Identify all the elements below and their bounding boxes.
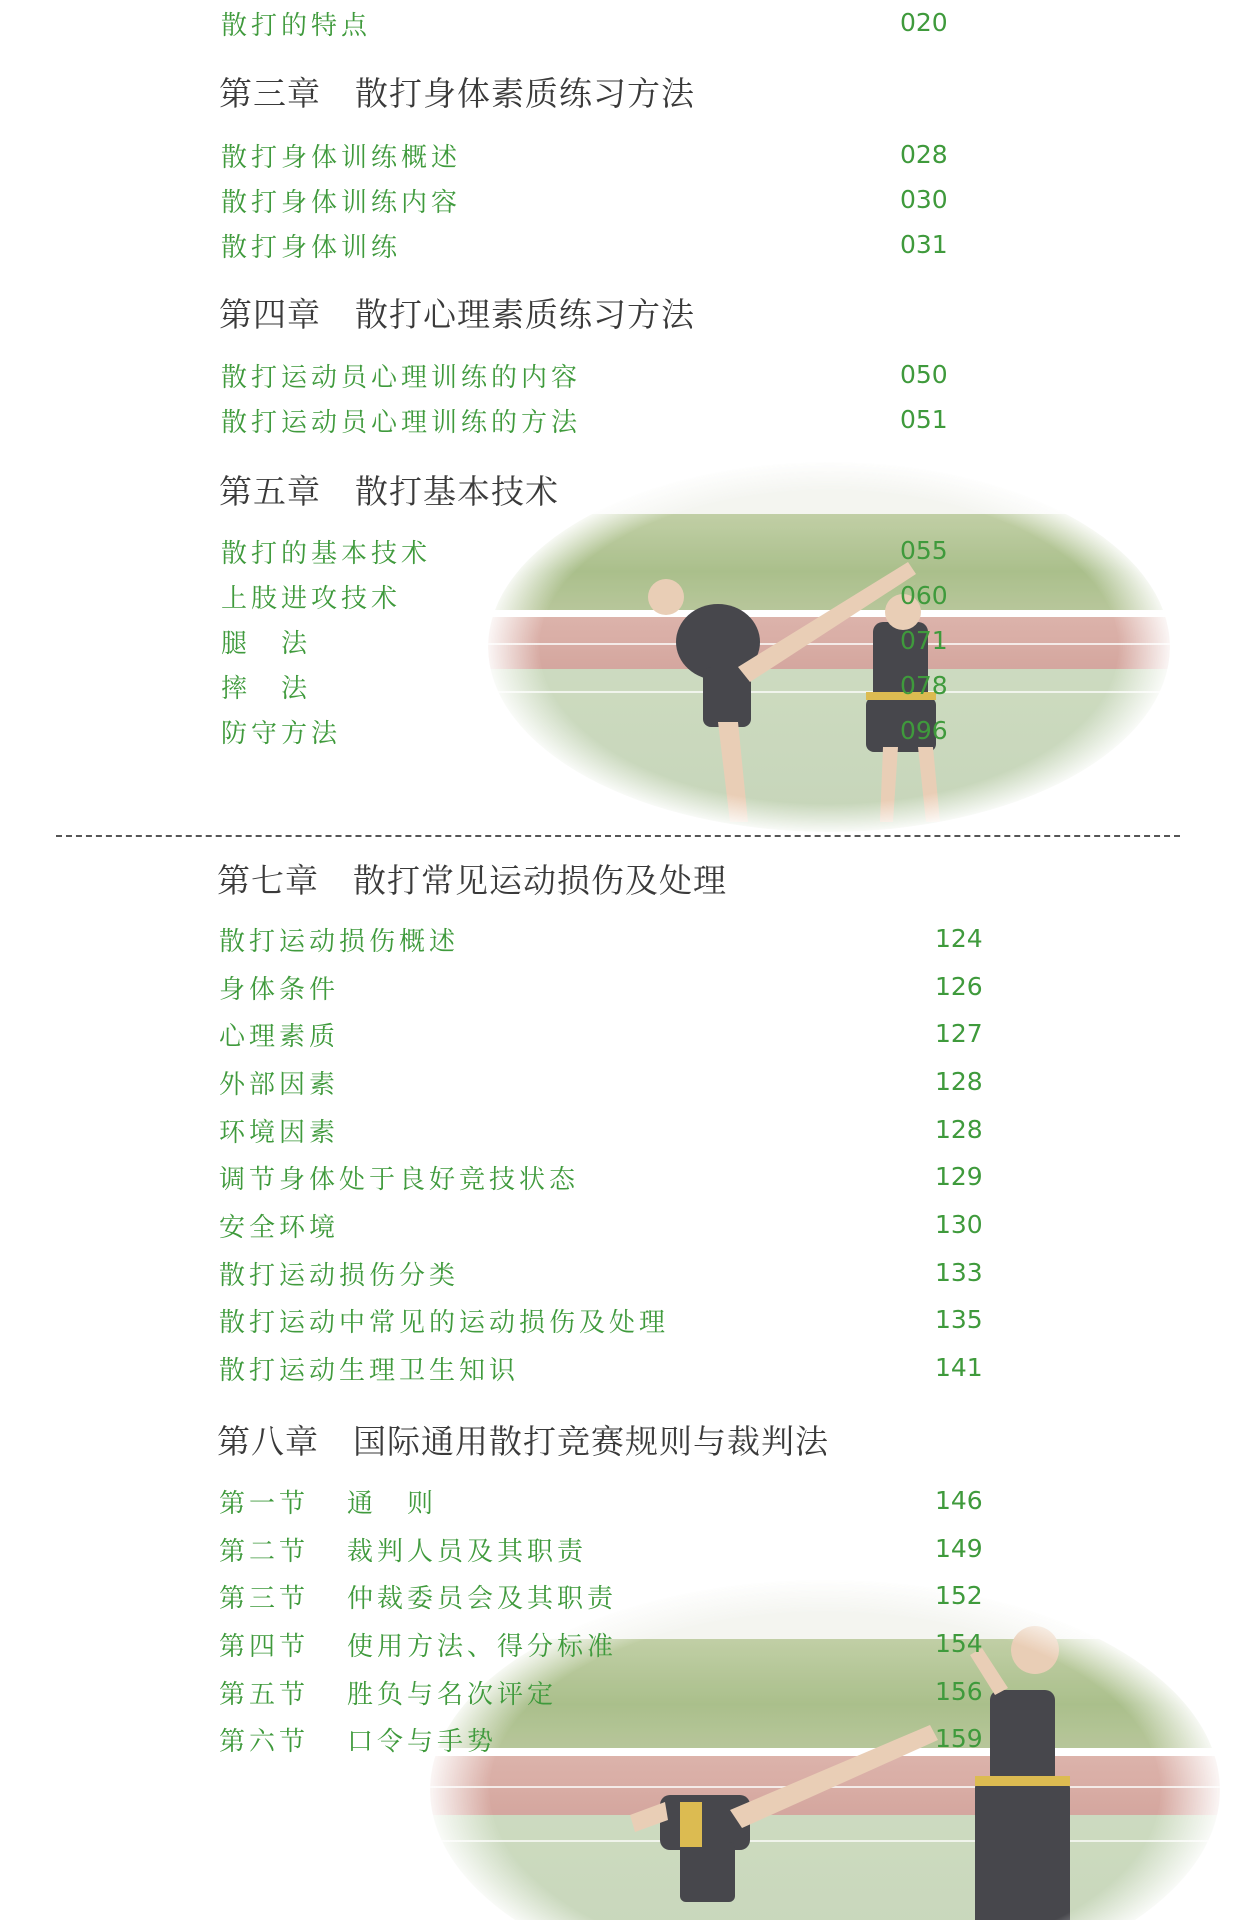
toc-entry[interactable] — [219, 1207, 339, 1244]
section-number: 第六节 — [219, 1727, 310, 1757]
toc-entry[interactable] — [219, 1483, 437, 1520]
toc-entry-page: 030 — [900, 185, 948, 214]
toc-entry[interactable] — [221, 533, 431, 570]
chapter-number: 第三章 — [219, 74, 321, 113]
toc-entry-title: 摔 法 — [221, 674, 312, 704]
toc-entry[interactable] — [219, 1064, 339, 1101]
toc-entry-page: 031 — [900, 230, 948, 259]
toc-entry-title: 散打身体训练概述 — [221, 143, 462, 173]
chapter-title: 国际通用散打竞赛规则与裁判法 — [353, 1422, 829, 1461]
chapter-heading — [219, 289, 695, 336]
toc-entry-title: 环境因素 — [219, 1118, 340, 1148]
toc-entry[interactable] — [219, 1531, 587, 1568]
toc-entry-title: 通 则 — [347, 1489, 438, 1519]
toc-entry-page: 126 — [935, 972, 983, 1001]
toc-entry-title: 散打身体训练 — [221, 233, 402, 263]
toc-entry-title: 散打的特点 — [221, 11, 372, 41]
toc-entry[interactable] — [219, 1626, 617, 1663]
toc-entry[interactable] — [221, 623, 311, 660]
toc-entry[interactable] — [219, 1578, 617, 1615]
toc-entry-page: 129 — [935, 1162, 983, 1191]
toc-page-top — [0, 0, 1240, 832]
toc-entry-title: 裁判人员及其职责 — [347, 1537, 588, 1567]
toc-entry-title: 散打运动生理卫生知识 — [219, 1356, 520, 1386]
toc-entry[interactable] — [221, 668, 311, 705]
toc-entry-title: 胜负与名次评定 — [347, 1680, 558, 1710]
toc-entry-title: 仲裁委员会及其职责 — [347, 1584, 618, 1614]
toc-entry[interactable] — [219, 921, 459, 958]
toc-entry-page: 130 — [935, 1210, 983, 1239]
toc-entry[interactable] — [219, 1302, 669, 1339]
toc-entry-title: 调节身体处于良好竞技状态 — [219, 1165, 580, 1195]
toc-entry-title: 防守方法 — [221, 719, 342, 749]
toc-entry-page: 050 — [900, 360, 948, 389]
toc-entry[interactable] — [219, 1159, 579, 1196]
chapter-title: 散打心理素质练习方法 — [355, 295, 695, 334]
section-number: 第四节 — [219, 1632, 310, 1662]
toc-entry[interactable] — [219, 1112, 339, 1149]
toc-entry-title: 散打身体训练内容 — [221, 188, 462, 218]
toc-entry[interactable] — [219, 1016, 339, 1053]
toc-entry-page: 159 — [935, 1724, 983, 1753]
toc-entry-page: 028 — [900, 140, 948, 169]
section-number: 第二节 — [219, 1537, 310, 1567]
toc-entry-title: 上肢进攻技术 — [221, 584, 402, 614]
toc-entry-page: 146 — [935, 1486, 983, 1515]
chapter-heading — [217, 855, 727, 902]
toc-entry-page: 078 — [900, 671, 948, 700]
toc-entry[interactable] — [221, 713, 341, 750]
toc-entry-page: 135 — [935, 1305, 983, 1334]
toc-entry[interactable] — [219, 1350, 519, 1387]
toc-entry-page: 055 — [900, 536, 948, 565]
toc-entry[interactable] — [219, 1721, 497, 1758]
toc-entry-title: 外部因素 — [219, 1070, 340, 1100]
toc-entry-page: 133 — [935, 1258, 983, 1287]
toc-entry-page: 128 — [935, 1067, 983, 1096]
toc-entry-page: 149 — [935, 1534, 983, 1563]
toc-entry-title: 散打运动损伤概述 — [219, 927, 460, 957]
chapter-title: 散打基本技术 — [355, 472, 559, 511]
chapter-number: 第五章 — [219, 472, 321, 511]
toc-entry[interactable] — [221, 402, 581, 439]
toc-entry-page: 141 — [935, 1353, 983, 1382]
chapter-heading — [219, 68, 695, 115]
chapter-heading — [217, 1416, 829, 1463]
toc-entry[interactable] — [221, 137, 461, 174]
toc-entry-page: 124 — [935, 924, 983, 953]
toc-entry-title: 腿 法 — [221, 629, 312, 659]
toc-entry-title: 心理素质 — [219, 1022, 340, 1052]
toc-entry-page: 020 — [900, 8, 948, 37]
toc-entry-title: 散打运动员心理训练的内容 — [221, 363, 582, 393]
toc-entry-title: 身体条件 — [219, 975, 340, 1005]
toc-entry-page: 096 — [900, 716, 948, 745]
toc-entry-page: 071 — [900, 626, 948, 655]
toc-entry-title: 散打运动中常见的运动损伤及处理 — [219, 1308, 670, 1338]
toc-entry[interactable] — [219, 969, 339, 1006]
toc-entry-page: 152 — [935, 1581, 983, 1610]
toc-entry[interactable] — [219, 1255, 459, 1292]
chapter-title: 散打常见运动损伤及处理 — [353, 861, 727, 900]
toc-entry[interactable] — [221, 578, 401, 615]
section-number: 第三节 — [219, 1584, 310, 1614]
toc-entry[interactable] — [221, 182, 461, 219]
section-number: 第五节 — [219, 1680, 310, 1710]
chapter-title: 散打身体素质练习方法 — [355, 74, 695, 113]
toc-entry-page: 051 — [900, 405, 948, 434]
section-number: 第一节 — [219, 1489, 310, 1519]
chapter-heading — [219, 466, 559, 513]
toc-entry-title: 安全环境 — [219, 1213, 340, 1243]
toc-entry-title: 口令与手势 — [347, 1727, 498, 1757]
sanda-kick-photo — [488, 462, 1170, 832]
toc-entry-page: 060 — [900, 581, 948, 610]
toc-entry-title: 散打运动员心理训练的方法 — [221, 408, 582, 438]
toc-entry[interactable] — [221, 5, 371, 42]
chapter-number: 第八章 — [217, 1422, 319, 1461]
toc-entry[interactable] — [219, 1674, 557, 1711]
toc-entry-title: 使用方法、得分标准 — [347, 1632, 618, 1662]
toc-entry-title: 散打的基本技术 — [221, 539, 432, 569]
toc-entry-page: 128 — [935, 1115, 983, 1144]
toc-entry[interactable] — [221, 357, 581, 394]
toc-page-bottom — [0, 832, 1240, 1920]
toc-entry-title: 散打运动损伤分类 — [219, 1261, 460, 1291]
toc-entry-page: 127 — [935, 1019, 983, 1048]
toc-entry-page: 154 — [935, 1629, 983, 1658]
toc-entry-page: 156 — [935, 1677, 983, 1706]
chapter-number: 第四章 — [219, 295, 321, 334]
chapter-number: 第七章 — [217, 861, 319, 900]
toc-entry[interactable] — [221, 227, 401, 264]
